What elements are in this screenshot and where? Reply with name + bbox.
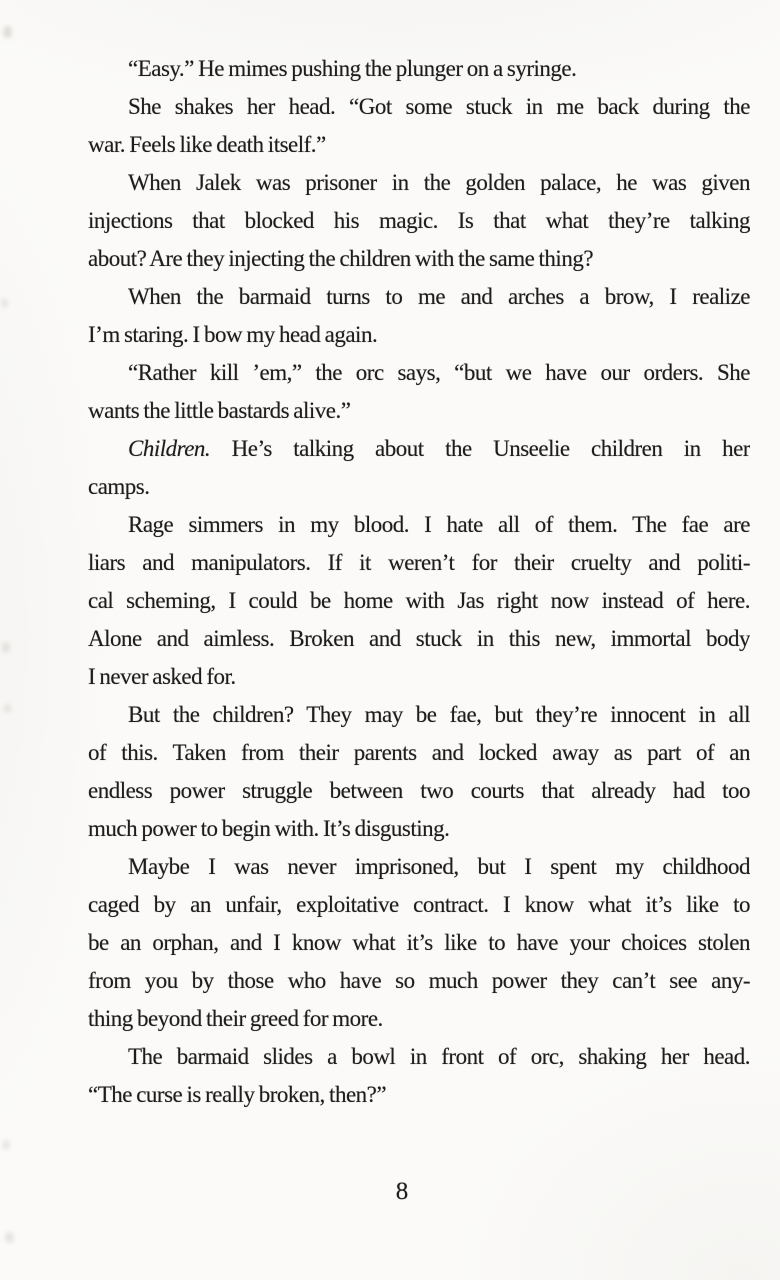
scan-speck [2,642,10,653]
text-line: thing beyond their greed for more. [88,1006,383,1031]
text-line: cal scheming, I could be home with Jas right now instead of here. [88,588,750,613]
paragraph [88,696,750,848]
text-line: Rage simmers in my blood. I hate all of them. The fae are [128,512,750,537]
paragraph [88,88,750,164]
text-line: war. Feels like death itself.” [88,132,326,157]
text-line: But the children? They may be fae, but they’re innocent in all [128,702,750,727]
page-number: 8 [395,1178,409,1205]
paragraph [88,506,750,696]
text-line: be an orphan, and I know what it’s like to have your choices stolen [88,930,750,955]
text-line: “Rather kill ’em,” the orc says, “but we have our orders. She [128,360,750,385]
text-line: injections that blocked his magic. Is that what they’re talking [88,208,750,233]
text-line: “Easy.” He mimes pushing the plunger on a syringe. [128,56,577,81]
text-line: from you by those who have so much power they can’t see any- [88,968,750,993]
italic-text: Children. [128,436,211,461]
text-line: endless power struggle between two courts that already had too [88,778,750,803]
scan-speck [3,26,12,38]
paragraph [88,278,750,354]
scan-speck [5,1232,14,1243]
text-line: liars and manipulators. If it weren’t for their cruelty and politi- [88,550,750,575]
paragraph [88,354,750,430]
text-line: When Jalek was prisoner in the golden palace, he was given [128,170,750,195]
paragraph [88,848,750,1038]
paragraph [88,1038,750,1114]
text-line [88,430,750,468]
text-line: about? Are they injecting the children with the same thing? [88,246,594,271]
text-line: Maybe I was never imprisoned, but I spent my childhood [128,854,750,879]
text-line: camps. [88,474,150,499]
scan-speck [2,1140,10,1150]
paragraph [88,430,750,506]
text-line: wants the little bastards alive.” [88,398,351,423]
text-line: I’m staring. I bow my head again. [88,322,378,347]
paragraph [88,50,750,88]
text-run: He’s talking about the Unseelie children in her [210,436,750,461]
text-line: When the barmaid turns to me and arches a brow, I realize [128,284,750,309]
text-line: I never asked for. [88,664,236,689]
body-text [88,50,750,1114]
scan-speck [4,704,11,713]
text-line: The barmaid slides a bowl in front of orc, shaking her head. [128,1044,750,1069]
text-line: “The curse is really broken, then?” [88,1082,387,1107]
text-line: caged by an unfair, exploitative contract. I know what it’s like to [88,892,750,917]
text-line: of this. Taken from their parents and locked away as part of an [88,740,750,765]
text-line: much power to begin with. It’s disgusting. [88,816,450,841]
paragraph [88,164,750,278]
text-line: Alone and aimless. Broken and stuck in this new, immortal body [88,626,750,651]
scan-speck [1,298,8,308]
text-line: She shakes her head. “Got some stuck in me back during the [128,94,750,119]
